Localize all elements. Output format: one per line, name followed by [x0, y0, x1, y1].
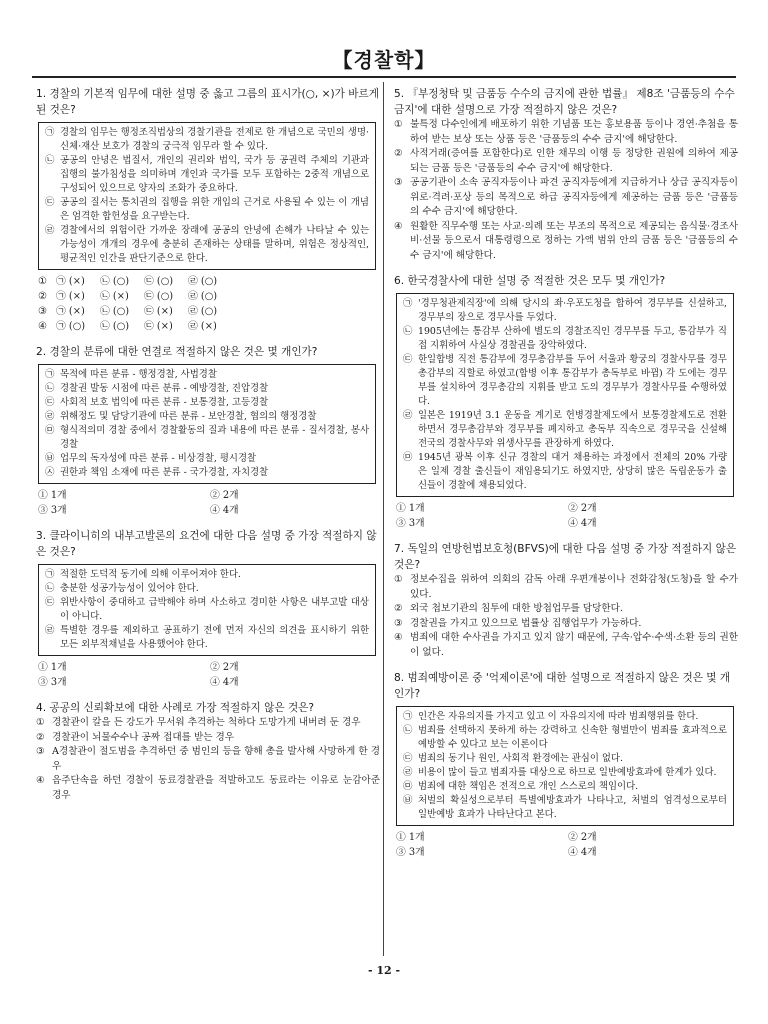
option-part: ㉡ (×): [100, 291, 129, 302]
option-part: ㉣ (×): [188, 321, 217, 332]
option-marker: ③: [394, 617, 403, 629]
q3-option-4[interactable]: ④ 4개: [210, 677, 239, 688]
item-marker: ㉡: [45, 383, 55, 394]
q1-item-2: [45, 154, 369, 196]
option-marker: ③: [394, 177, 403, 188]
q2-item-7: [45, 466, 369, 480]
item-marker: ㉡: [403, 725, 413, 736]
option-marker: ①: [38, 276, 47, 287]
q2-option-1[interactable]: ① 1개: [38, 490, 67, 501]
question-8-title: 8. 범죄예방이론 중 '억제이론'에 대한 설명으로 적절하지 않은 것은 몇 개인가?: [394, 672, 731, 700]
q3-option-1[interactable]: ① 1개: [38, 662, 67, 673]
option-text: 외국 첩보기관의 침투에 대한 방첩업무를 담당한다.: [410, 603, 623, 614]
option-text: 경찰권을 가지고 있으므로 법률상 집행업무가 가능하다.: [410, 617, 642, 629]
q5-option-3[interactable]: [394, 176, 738, 220]
item-text: 경찰에서의 위험이란 가까운 장래에 공공의 안녕에 손해가 나타날 수 있는 가능성이 개개의 경우에 충분히 존재하는 상태를 말하며, 위험은 정상적인, 평균적인 인간을 판단기준으로 한다.: [60, 225, 369, 264]
option-part: ㉢ (○): [144, 291, 174, 302]
item-marker: ㉢: [45, 597, 55, 608]
item-marker: ㉤: [45, 425, 55, 436]
q2-item-6: [45, 452, 369, 466]
item-marker: ㉠: [45, 127, 55, 138]
item-marker: ㉤: [403, 452, 413, 463]
q2-option-4[interactable]: ④ 4개: [210, 505, 239, 516]
option-marker: ①: [36, 717, 45, 728]
q2-item-5: [45, 424, 369, 452]
right-column: [394, 86, 738, 870]
q6-item-1: [403, 297, 727, 325]
item-text: 특별한 경우를 제외하고 공표하기 전에 먼저 자신의 의견을 표시하기 위한 모든 외부적채널을 사용했어야 한다.: [60, 625, 369, 650]
q3-item-1: [45, 568, 369, 582]
question-8-options: [394, 830, 738, 860]
option-marker: ②: [394, 148, 403, 159]
question-2: [36, 344, 380, 518]
q2-option-2[interactable]: ② 2개: [210, 490, 239, 501]
item-text: 경찰권 발동 시점에 따른 분류 - 예방경찰, 진압경찰: [60, 383, 269, 394]
q1-option-1[interactable]: [36, 274, 380, 289]
option-part: ㉢ (×): [144, 306, 173, 317]
option-marker: ①: [394, 574, 403, 585]
q7-option-4[interactable]: [394, 631, 738, 660]
question-1-title: 1. 경찰의 기본적 임무에 대한 설명 중 옳고 그름의 표시가(○, ×)가 바르게 된 것은?: [36, 88, 379, 116]
q7-option-1[interactable]: [394, 573, 738, 602]
question-7-title: 7. 독일의 연방헌법보호청(BFVS)에 대한 다음 설명 중 가장 적절하지 않은 것은?: [394, 543, 737, 571]
item-text: 1905년에는 통감부 산하에 별도의 경찰조직인 경무부를 두고, 통감부가 직접 지휘하여 사실상 경찰권을 장악하였다.: [418, 326, 727, 351]
option-part: ㉡ (○): [100, 276, 130, 287]
option-marker: ③: [36, 746, 45, 757]
q8-option-4[interactable]: ④ 4개: [568, 847, 597, 858]
item-text: 위해정도 및 담당기관에 따른 분류 - 보안경찰, 협의의 행정경찰: [60, 411, 317, 422]
q6-option-4[interactable]: ④ 4개: [568, 518, 597, 529]
option-marker: ②: [36, 731, 45, 743]
item-text: 범죄를 선택하지 못하게 하는 강력하고 신속한 형벌만이 범죄를 효과적으로 예방할 수 있다고 보는 이론이다: [418, 725, 727, 750]
option-text: 공공기관이 소속 공직자등이나 파견 공직자등에게 지급하거나 상급 공직자등이 위로·격려·포상 등의 목적으로 하급 공직자등에게 제공하는 금품 등은 '금품등의 수수 금지'에 해당한다.: [410, 177, 738, 217]
question-2-box: [38, 364, 376, 484]
question-5-title: 5. 『부정청탁 및 금품등 수수의 금지에 관한 법률』 제8조 '금품등의 수수 금지'에 대한 설명으로 가장 적절하지 않은 것은?: [394, 88, 735, 116]
option-part: ㉡ (○): [100, 321, 130, 332]
item-marker: ㉡: [45, 155, 55, 166]
question-6: [394, 273, 738, 531]
q2-option-3[interactable]: ③ 3개: [38, 505, 67, 516]
item-text: 처벌의 확실성으로부터 특별예방효과가 나타나고, 처벌의 엄격성으로부터 일반예방 효과가 나타난다고 본다.: [418, 795, 727, 820]
q1-item-3: [45, 196, 369, 224]
option-part: ㉣ (○): [188, 291, 218, 302]
q3-option-2[interactable]: ② 2개: [210, 662, 239, 673]
q6-option-3[interactable]: ③ 3개: [396, 518, 425, 529]
item-marker: ㉠: [45, 569, 55, 580]
item-text: 한일합병 직전 통감부에 경무총감부를 두어 서울과 황궁의 경찰사무를 경무총감부의 직할로 하였고(합병 이후 통감부가 총독부로 바뀜) 각 도에는 경무부를 설치하여 경무총감의 지휘를 받고 도의 경무부가 경찰사무를 수행하였다.: [418, 354, 727, 407]
page-title: 【경찰학】: [332, 48, 436, 72]
page-number: - 12 -: [367, 964, 401, 977]
q8-item-4: [403, 766, 727, 780]
q7-option-3[interactable]: [394, 617, 738, 632]
option-part: ㉣ (○): [188, 306, 218, 317]
question-3-title: 3. 클라이니히의 내부고발론의 요건에 대한 다음 설명 중 가장 적절하지 않은 것은?: [36, 530, 377, 558]
q8-option-1[interactable]: ① 1개: [396, 832, 425, 843]
q6-option-2[interactable]: ② 2개: [568, 503, 597, 514]
option-part: ㉣ (○): [188, 276, 218, 287]
question-5: [394, 86, 738, 263]
item-text: 위반사항이 중대하고 급박해야 하며 사소하고 경미한 사항은 내부고발 대상이 아니다.: [60, 597, 369, 622]
item-marker: ㉦: [45, 467, 55, 478]
option-text: 정보수집을 위하여 의회의 감독 아래 우편개봉이나 전화감청(도청)을 할 수가 있다.: [410, 574, 738, 600]
option-marker: ②: [394, 603, 403, 614]
option-part: ㉠ (×): [56, 291, 85, 302]
q3-item-4: [45, 624, 369, 652]
option-text: 범죄에 대한 수사권을 가지고 있지 않기 때문에, 구속·압수·수색·소환 등의 권한이 없다.: [410, 632, 738, 658]
q2-item-2: [45, 382, 369, 396]
option-text: 불특정 다수인에게 배포하기 위한 기념품 또는 홍보용품 등이나 경연·추첨을 통하여 받는 보상 또는 상품 등은 '금품등의 수수 금지'에 해당한다.: [410, 119, 738, 145]
item-text: 사회적 보호 법익에 따른 분류 - 보통경찰, 고등경찰: [60, 397, 269, 408]
option-marker: ②: [38, 291, 47, 302]
question-4-title: 4. 공공의 신뢰확보에 대한 사례로 가장 적절하지 않은 것은?: [36, 702, 315, 714]
question-6-box: [396, 293, 734, 497]
question-7: [394, 541, 738, 660]
option-text: 원활한 직무수행 또는 사교·의례 또는 부조의 목적으로 제공되는 음식물·경조사비·선물 등으로서 대통령령으로 정하는 가액 범위 안의 금품 등은 '금품등의 수수 금지'에 해당한다.: [410, 220, 738, 261]
option-marker: ③: [38, 306, 47, 317]
item-marker: ㉣: [45, 225, 55, 236]
title-divider: [32, 76, 736, 78]
item-text: 1945년 광복 이후 신규 경찰의 대거 채용하는 과정에서 전체의 20% 가량은 일제 경찰 출신들이 재임용되기도 하였지만, 상당히 많은 독립운동가 출신들이 경찰에 채용되었다.: [418, 452, 727, 491]
question-3-options: [36, 660, 380, 690]
item-text: 목적에 따른 분류 - 행정경찰, 사법경찰: [60, 369, 217, 380]
q6-item-3: [403, 353, 727, 409]
option-text: 사적거래(증여를 포함한다)로 인한 채무의 이행 등 정당한 권원에 의하여 제공되는 금품 등은 '금품등의 수수 금지'에 해당한다.: [410, 148, 738, 174]
option-part: ㉠ (×): [56, 306, 85, 317]
item-text: 범죄에 대한 책임은 전적으로 개인 스스로의 책임이다.: [418, 781, 639, 792]
question-8-box: [396, 706, 734, 826]
q6-item-4: [403, 409, 727, 451]
item-marker: ㉥: [403, 795, 413, 806]
option-part: ㉠ (○): [56, 321, 86, 332]
q8-item-5: [403, 780, 727, 794]
left-column: [36, 86, 380, 813]
item-text: 업무의 독자성에 따른 분류 - 비상경찰, 평시경찰: [60, 453, 257, 464]
q1-option-2[interactable]: [36, 289, 380, 304]
option-part: ㉡ (○): [100, 306, 130, 317]
item-text: 형식적의미 경찰 중에서 경찰활동의 질과 내용에 따른 분류 - 질서경찰, 봉사경찰: [60, 425, 369, 450]
item-marker: ㉢: [45, 197, 55, 208]
item-marker: ㉣: [45, 625, 55, 636]
option-part: ㉠ (×): [56, 276, 85, 287]
option-part: ㉢ (×): [144, 321, 173, 332]
q3-option-3[interactable]: ③ 3개: [38, 677, 67, 688]
q3-item-2: [45, 582, 369, 596]
q2-item-1: [45, 368, 369, 382]
item-text: 일본은 1919년 3.1 운동을 계기로 헌병경찰제도에서 보통경찰제도로 전환하면서 경무총감부와 경무부를 폐지하고 총독부 직속으로 경무국을 신설해 전국의 경찰사무와 위생사무를 관장하게 하였다.: [418, 410, 727, 449]
q8-option-3[interactable]: ③ 3개: [396, 847, 425, 858]
option-text: A경찰관이 절도범을 추격하던 중 범인의 등을 향해 총을 발사해 사망하게 한 경우: [52, 746, 380, 772]
q2-item-4: [45, 410, 369, 424]
option-text: 경찰관이 뇌물수수나 공짜 접대를 받는 경우: [52, 731, 235, 743]
option-marker: ④: [394, 632, 403, 643]
q1-option-3[interactable]: [36, 304, 380, 319]
question-3: [36, 528, 380, 690]
q3-item-3: [45, 596, 369, 624]
item-text: 범죄의 동기나 원인, 사회적 환경에는 관심이 없다.: [418, 753, 623, 764]
item-marker: ㉠: [403, 711, 413, 722]
item-marker: ㉠: [45, 369, 55, 380]
question-5-options: [394, 118, 738, 263]
item-marker: ㉣: [45, 411, 55, 422]
question-1-options: [36, 274, 380, 334]
item-marker: ㉤: [403, 781, 413, 792]
option-marker: ④: [36, 775, 45, 786]
q1-item-1: [45, 126, 369, 154]
item-marker: ㉡: [403, 326, 413, 337]
q8-item-3: [403, 752, 727, 766]
question-6-title: 6. 한국경찰사에 대한 설명 중 적절한 것은 모두 몇 개인가?: [394, 275, 666, 287]
option-marker: ④: [394, 220, 403, 232]
q8-option-2[interactable]: ② 2개: [568, 832, 597, 843]
q4-option-2[interactable]: [36, 731, 380, 746]
item-marker: ㉣: [403, 767, 413, 778]
option-text: 음주단속을 하던 경찰이 동료경찰관을 적발하고도 동료라는 이유로 눈감아준 경우: [52, 775, 380, 801]
q1-item-4: [45, 224, 369, 266]
question-8: [394, 670, 738, 860]
option-part: ㉢ (○): [144, 276, 174, 287]
question-4: [36, 700, 380, 803]
q8-item-2: [403, 724, 727, 752]
item-text: 경찰의 임무는 행정조직법상의 경찰기관을 전제로 한 개념으로 국민의 생명·신체·재산 보호가 경찰의 궁극적 임무라 할 수 있다.: [60, 127, 369, 152]
item-marker: ㉡: [45, 583, 55, 594]
item-marker: ㉢: [403, 753, 413, 764]
item-marker: ㉢: [45, 397, 55, 408]
q4-option-1[interactable]: [36, 716, 380, 731]
question-7-options: [394, 573, 738, 660]
question-2-options: [36, 488, 380, 518]
item-marker: ㉥: [45, 453, 55, 464]
item-text: 충분한 성공가능성이 있어야 한다.: [60, 583, 199, 594]
q5-option-4[interactable]: [394, 220, 738, 264]
q5-option-1[interactable]: [394, 118, 738, 147]
q1-option-4[interactable]: [36, 319, 380, 334]
column-divider: [383, 82, 384, 956]
item-text: 권한과 책임 소재에 따른 분류 - 국가경찰, 자치경찰: [60, 467, 269, 478]
option-marker: ④: [38, 321, 47, 332]
q8-item-1: [403, 710, 727, 724]
item-marker: ㉢: [403, 354, 413, 365]
q4-option-3[interactable]: [36, 745, 380, 774]
question-1: [36, 86, 380, 334]
question-6-options: [394, 501, 738, 531]
q7-option-2[interactable]: [394, 602, 738, 617]
q6-item-2: [403, 325, 727, 353]
item-text: '경무청관제직장'에 의해 당시의 좌·우포도청을 합하여 경무부를 신설하고, 경무부의 장으로 경무사를 두었다.: [418, 298, 727, 323]
q4-option-4[interactable]: [36, 774, 380, 803]
item-text: 공공의 질서는 통치권의 집행을 위한 개입의 근거로 사용될 수 있는 이 개념은 엄격한 합헌성을 요구받는다.: [60, 197, 369, 222]
q6-item-5: [403, 451, 727, 493]
item-text: 공공의 안녕은 법질서, 개인의 권리와 법익, 국가 등 공권력 주체의 기관과 집행의 불가침성을 의미하며 개인과 국가를 모두 포함하는 2중적 개념으로 구성되어 있으므로 양자의 조화가 중요하다.: [60, 155, 369, 194]
item-marker: ㉠: [403, 298, 413, 309]
q6-option-1[interactable]: ① 1개: [396, 503, 425, 514]
q2-item-3: [45, 396, 369, 410]
option-text: 경찰관이 칼을 든 강도가 무서워 추격하는 척하다 도망가게 내버려 둔 경우: [52, 717, 361, 728]
item-text: 비용이 많이 들고 범죄자를 대상으로 하므로 일반예방효과에 한계가 있다.: [418, 767, 717, 778]
q5-option-2[interactable]: [394, 147, 738, 176]
question-3-box: [38, 564, 376, 656]
question-4-options: [36, 716, 380, 803]
question-1-box: [38, 122, 376, 270]
item-text: 인간은 자유의지를 가지고 있고 이 자유의지에 따라 범죄행위를 한다.: [418, 711, 699, 722]
option-marker: ①: [394, 119, 403, 130]
item-marker: ㉣: [403, 410, 413, 421]
q8-item-6: [403, 794, 727, 822]
item-text: 적절한 도덕적 동기에 의해 이루어져야 한다.: [60, 569, 241, 580]
question-2-title: 2. 경찰의 분류에 대한 연결로 적절하지 않은 것은 몇 개인가?: [36, 346, 318, 358]
